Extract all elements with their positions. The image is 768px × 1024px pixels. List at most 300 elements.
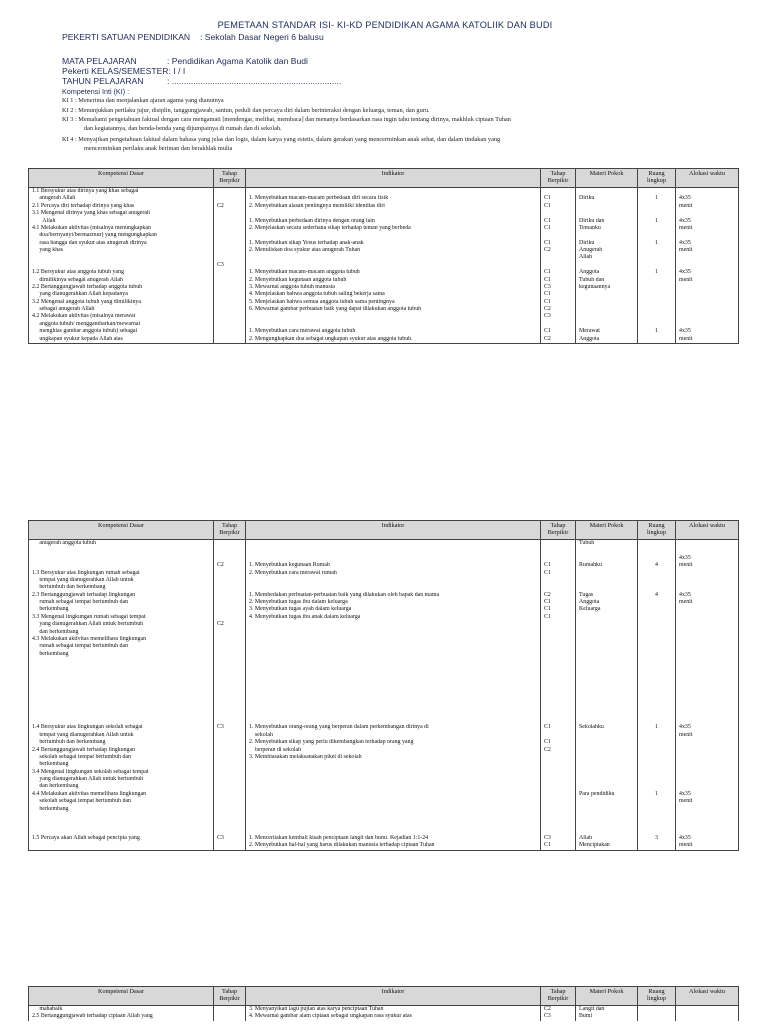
- tahap-line: [217, 188, 242, 195]
- alokasi-line: 4x35: [679, 835, 691, 841]
- alokasi-line: 4x35: [679, 591, 691, 598]
- mapel-value: : Pendidikan Agama Katolik dan Budi: [167, 56, 308, 66]
- col-tahap-berpikir-2: Tahap Berpikir: [541, 987, 576, 1006]
- indikator-cell: [246, 1006, 541, 1021]
- indikator-line: [249, 806, 537, 813]
- indikator-line: berperan di sekolah: [249, 746, 302, 753]
- materi-cell: [576, 188, 638, 344]
- tahap-line: [217, 754, 242, 761]
- tahap1-cell: [214, 188, 246, 344]
- tahap-line: [544, 828, 572, 835]
- materi-line: [579, 210, 634, 217]
- col-kompetensi-dasar: Kompetensi Dasar: [29, 169, 214, 188]
- tahap-line: [217, 665, 242, 672]
- materi-line: [579, 828, 634, 835]
- tahap-line: C1: [544, 606, 551, 613]
- alokasi-line: [679, 291, 735, 298]
- materi-line: Menciptakan: [579, 842, 610, 849]
- tahap-line: [544, 577, 572, 584]
- tahap-line: [544, 262, 572, 269]
- tahap-line: [544, 754, 572, 761]
- kd-line: 2.2 Bertanggungjawab terhadap anggota tubuh: [32, 283, 143, 290]
- tahap-line: C1: [544, 291, 551, 298]
- tahap-line: [544, 651, 572, 658]
- materi-line: [579, 665, 634, 672]
- tahap-line: [217, 570, 242, 577]
- alokasi-line: [679, 299, 735, 306]
- indikator-line: sekolah: [249, 731, 273, 738]
- ruang-line: [641, 739, 672, 746]
- alokasi-line: [679, 321, 735, 328]
- indikator-line: [249, 188, 537, 195]
- indikator-line: 2. Menyebutkan hal-hal yang harus dilakukan manusia terhadap ciptaan Tuhan: [249, 842, 435, 849]
- ruang-line: [641, 547, 672, 554]
- tahap-line: [544, 820, 572, 827]
- indikator-line: [249, 791, 537, 798]
- col-kompetensi-dasar: Kompetensi Dasar: [29, 987, 214, 1006]
- kd-line: [32, 717, 210, 724]
- ruang-line: 1: [655, 269, 658, 276]
- mapping-table-1: [28, 168, 739, 344]
- tahap-line: C1: [544, 599, 551, 605]
- indikator-line: 1. Menyebutkan perbedaan dirinya dengan orang lain: [249, 217, 375, 224]
- kd-line: berkembang: [32, 606, 69, 613]
- materi-line: Temanku: [579, 224, 601, 231]
- materi-line: [579, 584, 634, 591]
- indikator-line: [249, 688, 537, 695]
- tahap-line: [217, 606, 242, 613]
- kd-line: bertumbuh dan berkembang: [32, 739, 106, 746]
- alokasi-line: menit: [679, 798, 693, 805]
- alokasi-line: [679, 658, 735, 665]
- tahap-line: [217, 747, 242, 754]
- indikator-line: 1. Menyebutkan orang-orang yang berperan dalam perkembangan dirinya di: [249, 724, 429, 731]
- ruang-line: [641, 665, 672, 672]
- col-indikator: Indikator: [246, 521, 541, 540]
- tahap-line: [544, 769, 572, 776]
- materi-line: [579, 739, 634, 746]
- ruang-line: [641, 783, 672, 790]
- alokasi-line: [679, 783, 735, 790]
- tahap-line: [544, 717, 572, 724]
- kd-line: 1.1 Bersyukur atas dirinya yang khas sebagai: [32, 188, 139, 194]
- tahap-line: [217, 599, 242, 606]
- tahap-line: C3: [544, 1013, 551, 1020]
- indikator-line: [249, 547, 537, 554]
- tahap-line: [217, 769, 242, 776]
- tahap-line: [544, 680, 572, 687]
- indikator-line: [249, 820, 537, 827]
- tahap-line: [544, 695, 572, 702]
- tahun-row: [62, 76, 342, 86]
- materi-line: [579, 643, 634, 650]
- alokasi-line: [679, 188, 735, 195]
- ruang-line: [641, 1013, 672, 1020]
- ruang-line: [641, 658, 672, 665]
- kd-line: 1.5 Percaya akan Allah sebagai pencipta yang: [32, 835, 140, 841]
- alokasi-cell: [676, 1006, 739, 1021]
- kd-line: [32, 262, 210, 269]
- ruang-line: 1: [655, 790, 658, 797]
- tahap-line: C3: [544, 283, 551, 290]
- ruang-cell: [638, 188, 676, 344]
- tahap-line: C1: [544, 269, 551, 276]
- alokasi-line: [679, 761, 735, 768]
- tahap-line: C1: [544, 276, 551, 283]
- materi-cell: [576, 540, 638, 851]
- materi-line: [579, 820, 634, 827]
- ruang-line: [641, 702, 672, 709]
- materi-line: [579, 299, 634, 306]
- kd-line: [32, 695, 210, 702]
- kd-line: [32, 710, 210, 717]
- indikator-line: 3. Membiasakan melaksanakan piket di sekolah: [249, 753, 362, 760]
- tahap-line: [217, 791, 242, 798]
- tahap-line: [544, 636, 572, 643]
- indikator-line: 4. Menyebutkan tugas ibu anak dalam keluarga: [249, 613, 361, 620]
- indikator-line: 1. Membedakan perbuatan-perbuatan baik yang dilakukan oleh bapak dan mama: [249, 591, 440, 598]
- tahap-line: C1: [544, 724, 551, 731]
- alokasi-line: [679, 680, 735, 687]
- satuan-label: PEKERTI SATUAN PENDIDIKAN: [62, 32, 191, 42]
- ruang-line: [641, 680, 672, 687]
- alokasi-line: menit: [679, 202, 693, 209]
- ki-line: KI 1 : Menerima dan menjalankan ajaran agama yang dianutnya: [62, 97, 224, 104]
- materi-line: Merawat: [579, 328, 600, 335]
- tahap-line: C1: [544, 217, 551, 224]
- ruang-line: [641, 695, 672, 702]
- ruang-line: [641, 732, 672, 739]
- alokasi-line: menit: [679, 335, 693, 342]
- tahap-line: [217, 636, 242, 643]
- ruang-line: [641, 232, 672, 239]
- materi-line: [579, 761, 634, 768]
- kd-line: [32, 813, 210, 820]
- alokasi-line: menit: [679, 562, 693, 569]
- col-kompetensi-dasar: Kompetensi Dasar: [29, 521, 214, 540]
- tahap-line: [217, 798, 242, 805]
- tahun-value: : .......................................................................: [167, 76, 342, 86]
- kd-line: sebagai anugerah Allah: [32, 306, 95, 312]
- materi-line: [579, 188, 634, 195]
- ruang-line: [641, 262, 672, 269]
- col-ruang-lingkup: Ruang lingkup: [638, 521, 676, 540]
- ruang-line: [641, 599, 672, 606]
- materi-line: [579, 232, 634, 239]
- materi-line: Keluarga: [579, 606, 601, 613]
- tahap-line: [217, 820, 242, 827]
- alokasi-line: menit: [679, 247, 693, 253]
- col-ruang-lingkup: Ruang lingkup: [638, 169, 676, 188]
- ruang-line: [641, 306, 672, 313]
- tahap-line: [217, 717, 242, 724]
- tahap-line: C1: [544, 328, 551, 335]
- kd-line: 1.4 Bersyukur atas lingkungan sekolah sebagai: [32, 724, 143, 731]
- alokasi-line: [679, 629, 735, 636]
- ruang-line: [641, 776, 672, 783]
- tahap-line: [217, 739, 242, 746]
- kd-line: [32, 688, 210, 695]
- indikator-line: 1. Menceritakan kembali kisah penciptaan langit dan bumi. Kejadian 1:1-24: [249, 835, 429, 841]
- ruang-line: [641, 673, 672, 680]
- indikator-line: [249, 636, 537, 643]
- indikator-line: [249, 776, 537, 783]
- tahap-line: [217, 614, 242, 621]
- indikator-line: [249, 717, 537, 724]
- col-indikator: Indikator: [246, 987, 541, 1006]
- kd-line: 2.3 Bertanggungjawab terhadap lingkungan: [32, 591, 136, 598]
- table-body-row: [29, 1006, 739, 1021]
- kd-line: [32, 562, 210, 569]
- materi-line: [579, 629, 634, 636]
- kd-line: doa/bernyanyi/bermazmur) yang mengungkapkan: [32, 232, 157, 239]
- satuan-value: : Sekolah Dasar Negeri 6 balusu: [200, 32, 324, 42]
- indikator-line: [249, 680, 537, 687]
- alokasi-line: [679, 540, 735, 547]
- col-alokasi-waktu: Alokasi waktu: [676, 987, 739, 1006]
- ruang-line: [641, 754, 672, 761]
- alokasi-line: [679, 776, 735, 783]
- materi-line: kegunaannya: [579, 283, 611, 290]
- materi-line: [579, 747, 634, 754]
- tahap-line: [217, 540, 242, 547]
- kd-line: 2.5 Bertanggungjawab terhadap ciptaan Allah yang: [32, 1013, 153, 1020]
- materi-line: Para pendidiku: [579, 790, 615, 797]
- ruang-line: [641, 747, 672, 754]
- tahap-line: [217, 732, 242, 739]
- materi-line: Tubuh: [579, 540, 595, 546]
- tahap-line: C1: [544, 562, 551, 569]
- materi-line: [579, 636, 634, 643]
- ruang-line: [641, 540, 672, 547]
- indikator-line: 3. Menyanyikan lagu pujian atas karya penciptaan Tuhan: [249, 1006, 384, 1012]
- ruang-line: [641, 1006, 672, 1013]
- tahap-line: C2: [544, 247, 551, 253]
- materi-line: [579, 313, 634, 320]
- ruang-line: 1: [655, 239, 658, 246]
- alokasi-line: [679, 313, 735, 320]
- ruang-line: [641, 621, 672, 628]
- kd-line: 3.3 Mengenal lingkungan rumah sebagai tempat: [32, 613, 146, 620]
- table-body-row: [29, 540, 739, 851]
- alokasi-line: menit: [679, 224, 693, 231]
- kd-line: [32, 828, 210, 835]
- ruang-line: [641, 277, 672, 284]
- materi-line: Allah: [579, 254, 593, 261]
- kd-line: rasa bangga dan syukur atas anugerah dirinya: [32, 239, 147, 246]
- alokasi-line: [679, 547, 735, 554]
- alokasi-line: 4x35: [679, 724, 691, 731]
- alokasi-line: [679, 710, 735, 717]
- ruang-line: 1: [655, 328, 658, 335]
- alokasi-line: [679, 806, 735, 813]
- ruang-line: 1: [655, 217, 658, 224]
- alokasi-line: 4x35: [679, 554, 691, 561]
- tahap-line: [544, 761, 572, 768]
- tahap-line: C1: [544, 195, 551, 202]
- indikator-line: 2. Menyebutkan alasan pentingnya memiliki identitas diri: [249, 202, 385, 209]
- materi-line: [579, 813, 634, 820]
- materi-line: Anugerah: [579, 247, 603, 253]
- indikator-line: [249, 540, 537, 547]
- ruang-line: [641, 555, 672, 562]
- ruang-line: [641, 813, 672, 820]
- tahap-line: C2: [544, 335, 551, 342]
- table-body-row: [29, 188, 739, 344]
- alokasi-line: [679, 717, 735, 724]
- alokasi-line: 4x35: [679, 217, 691, 224]
- materi-line: [579, 306, 634, 313]
- tahap-line: [217, 1006, 242, 1013]
- tahap-line: [544, 688, 572, 695]
- col-materi-pokok: Materi Pokok: [576, 169, 638, 188]
- ki-line: KI 3 : Memahami pengetahuan faktual dengan cara mengamati [mendengar, melihat, membaca] dan menanya berdasarkan rasa ingin tahu tentang dirinya, makhluk ciptaan Tuhan: [62, 116, 511, 123]
- table-header-row: [29, 521, 739, 540]
- indikator-line: 4. Menjelaskan bahwa anggota tubuh saling bekerja sama: [249, 291, 385, 298]
- tahap-line: [217, 547, 242, 554]
- materi-line: Diriku dan: [579, 217, 605, 224]
- materi-line: Anggota: [579, 599, 600, 605]
- kd-line: anggota tubuh/ menggambarkan/mewarnai: [32, 320, 141, 327]
- tahap-line: [217, 577, 242, 584]
- ruang-line: [641, 577, 672, 584]
- tahap-line: [544, 540, 572, 547]
- kd-line: dimilikinya sebagai anugerah Allah: [32, 276, 123, 283]
- kd-line: menghias gambar anggota tubuh) sebagai: [32, 328, 138, 335]
- materi-line: [579, 262, 634, 269]
- tahap-line: [544, 658, 572, 665]
- tahap-line: [217, 247, 242, 254]
- tahap-line: [544, 776, 572, 783]
- kd-line: rumah sebagai tempat bertumbuh dan: [32, 643, 129, 650]
- ruang-line: 4: [655, 562, 658, 569]
- tahap-line: C1: [544, 739, 551, 746]
- materi-line: [579, 673, 634, 680]
- alokasi-line: [679, 665, 735, 672]
- tahap2-cell: [541, 1006, 576, 1021]
- col-materi-pokok: Materi Pokok: [576, 987, 638, 1006]
- alokasi-line: [679, 747, 735, 754]
- materi-line: [579, 688, 634, 695]
- materi-line: [579, 783, 634, 790]
- kd-line: berkembang: [32, 761, 69, 768]
- indikator-line: [249, 584, 537, 591]
- alokasi-line: [679, 210, 735, 217]
- tahap-line: [217, 673, 242, 680]
- alokasi-line: [679, 651, 735, 658]
- tahap-line: [544, 732, 572, 739]
- alokasi-line: [679, 688, 735, 695]
- alokasi-line: 4x35: [679, 269, 691, 276]
- materi-line: [579, 321, 634, 328]
- tahap-line: [544, 210, 572, 217]
- tahap-line: [544, 232, 572, 239]
- alokasi-line: [679, 614, 735, 621]
- ruang-line: [641, 629, 672, 636]
- alokasi-line: [679, 232, 735, 239]
- tahap-line: C1: [544, 613, 551, 620]
- materi-line: [579, 798, 634, 805]
- tahap-line: [217, 643, 242, 650]
- tahap-line: [217, 688, 242, 695]
- tahap-line: C2: [544, 746, 551, 753]
- alokasi-line: [679, 702, 735, 709]
- materi-cell: [576, 1006, 638, 1021]
- alokasi-line: [679, 577, 735, 584]
- tahap-line: [217, 592, 242, 599]
- tahap-line: [544, 798, 572, 805]
- alokasi-line: [679, 636, 735, 643]
- alokasi-line: [679, 643, 735, 650]
- kd-line: 1.2 Bersyukur atas anggota tubuh yang: [32, 269, 124, 276]
- kd-line: [32, 547, 210, 554]
- materi-line: Anggota: [579, 269, 600, 276]
- tahap-line: C1: [544, 842, 551, 849]
- alokasi-line: 4x35: [679, 328, 691, 335]
- indikator-line: [249, 673, 537, 680]
- tahap-line: C3: [217, 261, 224, 268]
- kd-line: [32, 820, 210, 827]
- kd-line: [32, 702, 210, 709]
- indikator-line: [249, 621, 537, 628]
- ruang-cell: [638, 1006, 676, 1021]
- tahap-line: [544, 702, 572, 709]
- indikator-line: [249, 761, 537, 768]
- ruang-line: [641, 584, 672, 591]
- kd-line: bertumbuh dan berkembang: [32, 584, 106, 591]
- ruang-line: [641, 313, 672, 320]
- kd-line: rumah sebagai tempat bertumbuh dan: [32, 599, 129, 605]
- indikator-line: [249, 658, 537, 665]
- tahap2-cell: [541, 188, 576, 344]
- col-tahap-berpikir: Tahap Berpikir: [214, 521, 246, 540]
- materi-line: [579, 651, 634, 658]
- indikator-cell: [246, 540, 541, 851]
- materi-line: Sekolahku: [579, 724, 604, 731]
- tahap-line: [217, 813, 242, 820]
- tahap-line: C3: [544, 313, 551, 320]
- alokasi-line: [679, 1013, 735, 1020]
- mapel-row: [62, 56, 308, 66]
- tahap-line: [217, 680, 242, 687]
- materi-line: [579, 547, 634, 554]
- materi-line: [579, 717, 634, 724]
- kd-line: dan berkembang: [32, 628, 79, 635]
- ruang-line: [641, 247, 672, 254]
- materi-line: [579, 769, 634, 776]
- materi-line: [579, 806, 634, 813]
- col-indikator: Indikator: [246, 169, 541, 188]
- tahap-line: [217, 195, 242, 202]
- tahap-line: [217, 776, 242, 783]
- tahap-line: [544, 643, 572, 650]
- indikator-line: 2. Menjelaskan secara sederhana sikap terhadap teman yang berbeda: [249, 224, 411, 231]
- indikator-line: [249, 769, 537, 776]
- kd-line: 2.4 Bertanggungjawab terhadap lingkungan: [32, 746, 136, 753]
- kd-line: tempat yang dianugerahkan Allah untuk: [32, 576, 134, 583]
- tahap-line: [217, 1013, 242, 1020]
- alokasi-line: menit: [679, 842, 693, 849]
- ruang-line: [641, 321, 672, 328]
- alokasi-line: menit: [679, 276, 693, 283]
- kd-line: berkembang: [32, 650, 69, 657]
- alokasi-line: [679, 754, 735, 761]
- kd-line: 4.1 Melakukan aktivitas (misalnya menungkapkan: [32, 224, 151, 231]
- ruang-line: [641, 299, 672, 306]
- tahap-line: [217, 695, 242, 702]
- kd-line: tempat yang dianugerahkan Allah untuk: [32, 731, 134, 738]
- indikator-line: 2. Menyebutkan kegunaan anggota tubuh: [249, 276, 347, 283]
